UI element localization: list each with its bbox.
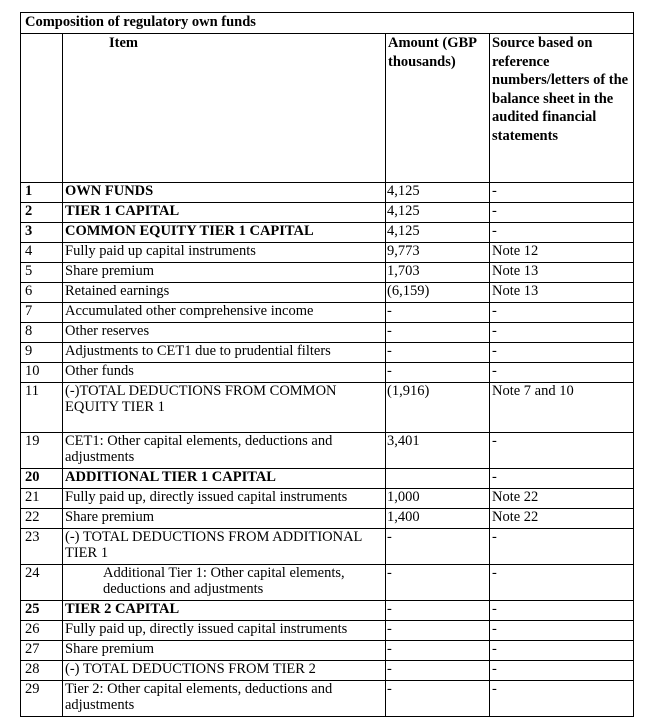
row-source: - <box>490 323 634 343</box>
row-amount: (1,916) <box>386 383 490 433</box>
row-number: 10 <box>21 363 63 383</box>
row-number: 22 <box>21 509 63 529</box>
table-row <box>21 565 634 601</box>
row-source: - <box>490 529 634 565</box>
row-amount: - <box>386 303 490 323</box>
row-source: - <box>490 469 634 489</box>
table-row <box>21 343 634 363</box>
table-row <box>21 383 634 433</box>
row-number: 21 <box>21 489 63 509</box>
table-row <box>21 661 634 681</box>
row-number: 4 <box>21 243 63 263</box>
row-amount <box>386 469 490 489</box>
row-source: - <box>490 433 634 469</box>
row-number: 25 <box>21 601 63 621</box>
row-source: - <box>490 303 634 323</box>
row-amount: - <box>386 601 490 621</box>
row-number: 23 <box>21 529 63 565</box>
row-source: - <box>490 343 634 363</box>
table-row <box>21 303 634 323</box>
row-number: 2 <box>21 203 63 223</box>
row-number: 7 <box>21 303 63 323</box>
row-source: Note 13 <box>490 283 634 303</box>
table-row <box>21 433 634 469</box>
row-source: Note 22 <box>490 489 634 509</box>
row-number: 24 <box>21 565 63 601</box>
table-row <box>21 641 634 661</box>
row-source: Note 12 <box>490 243 634 263</box>
table-row <box>21 489 634 509</box>
row-source: - <box>490 363 634 383</box>
row-number: 5 <box>21 263 63 283</box>
row-item: Retained earnings <box>63 283 386 303</box>
row-amount: 4,125 <box>386 223 490 243</box>
row-number: 19 <box>21 433 63 469</box>
row-item: Fully paid up, directly issued capital instruments <box>63 621 386 641</box>
row-item: Tier 2: Other capital elements, deductions and adjustments <box>63 681 386 717</box>
row-amount: 1,703 <box>386 263 490 283</box>
table-row <box>21 203 634 223</box>
table-row <box>21 681 634 717</box>
row-item: CET1: Other capital elements, deductions and adjustments <box>63 433 386 469</box>
row-source: - <box>490 601 634 621</box>
row-number: 20 <box>21 469 63 489</box>
row-item: Share premium <box>63 509 386 529</box>
header-row <box>21 34 634 183</box>
row-source: Note 13 <box>490 263 634 283</box>
table-row <box>21 621 634 641</box>
row-item: Fully paid up capital instruments <box>63 243 386 263</box>
row-amount: 4,125 <box>386 183 490 203</box>
row-item: Accumulated other comprehensive income <box>63 303 386 323</box>
row-source: - <box>490 183 634 203</box>
row-amount: 1,000 <box>386 489 490 509</box>
row-source: - <box>490 223 634 243</box>
table-row <box>21 243 634 263</box>
row-source: Note 22 <box>490 509 634 529</box>
table-row <box>21 183 634 203</box>
table-row <box>21 529 634 565</box>
row-item: OWN FUNDS <box>63 183 386 203</box>
row-amount: - <box>386 363 490 383</box>
row-item: Share premium <box>63 263 386 283</box>
row-item: (-)TOTAL DEDUCTIONS FROM COMMON EQUITY TIER 1 <box>63 383 386 433</box>
row-number: 11 <box>21 383 63 433</box>
row-source: - <box>490 565 634 601</box>
row-amount: 4,125 <box>386 203 490 223</box>
row-amount: - <box>386 565 490 601</box>
row-number: 28 <box>21 661 63 681</box>
row-item: Share premium <box>63 641 386 661</box>
row-number: 29 <box>21 681 63 717</box>
own-funds-table <box>20 12 634 717</box>
row-item: COMMON EQUITY TIER 1 CAPITAL <box>63 223 386 243</box>
row-number: 9 <box>21 343 63 363</box>
row-item: Adjustments to CET1 due to prudential filters <box>63 343 386 363</box>
row-item: Additional Tier 1: Other capital elements, deductions and adjustments <box>63 565 386 601</box>
row-number: 26 <box>21 621 63 641</box>
row-item: Other reserves <box>63 323 386 343</box>
row-source: - <box>490 203 634 223</box>
row-source: - <box>490 641 634 661</box>
row-source: - <box>490 621 634 641</box>
table-title: Composition of regulatory own funds <box>21 13 634 34</box>
row-source: Note 7 and 10 <box>490 383 634 433</box>
row-item: (-) TOTAL DEDUCTIONS FROM TIER 2 <box>63 661 386 681</box>
row-item: (-) TOTAL DEDUCTIONS FROM ADDITIONAL TIER 1 <box>63 529 386 565</box>
row-number: 27 <box>21 641 63 661</box>
row-amount: 3,401 <box>386 433 490 469</box>
table-row <box>21 223 634 243</box>
row-item: TIER 2 CAPITAL <box>63 601 386 621</box>
row-item: TIER 1 CAPITAL <box>63 203 386 223</box>
row-number: 8 <box>21 323 63 343</box>
table-row <box>21 509 634 529</box>
row-amount: 1,400 <box>386 509 490 529</box>
table-row <box>21 363 634 383</box>
row-amount: - <box>386 681 490 717</box>
header-number <box>21 34 63 183</box>
row-amount: - <box>386 343 490 363</box>
header-item: Item <box>63 34 386 183</box>
row-item: ADDITIONAL TIER 1 CAPITAL <box>63 469 386 489</box>
row-amount: - <box>386 323 490 343</box>
header-amount: Amount (GBP thousands) <box>386 34 490 183</box>
row-item: Fully paid up, directly issued capital instruments <box>63 489 386 509</box>
row-amount: 9,773 <box>386 243 490 263</box>
table-row <box>21 469 634 489</box>
row-amount: - <box>386 661 490 681</box>
table-row <box>21 283 634 303</box>
table-row <box>21 601 634 621</box>
row-number: 3 <box>21 223 63 243</box>
row-source: - <box>490 681 634 717</box>
header-source: Source based on reference numbers/letters of the balance sheet in the audited financial statements <box>490 34 634 183</box>
row-amount: - <box>386 641 490 661</box>
row-amount: - <box>386 529 490 565</box>
row-item: Other funds <box>63 363 386 383</box>
row-source: - <box>490 661 634 681</box>
table-row <box>21 263 634 283</box>
row-amount: (6,159) <box>386 283 490 303</box>
row-number: 1 <box>21 183 63 203</box>
row-amount: - <box>386 621 490 641</box>
table-row <box>21 323 634 343</box>
row-number: 6 <box>21 283 63 303</box>
